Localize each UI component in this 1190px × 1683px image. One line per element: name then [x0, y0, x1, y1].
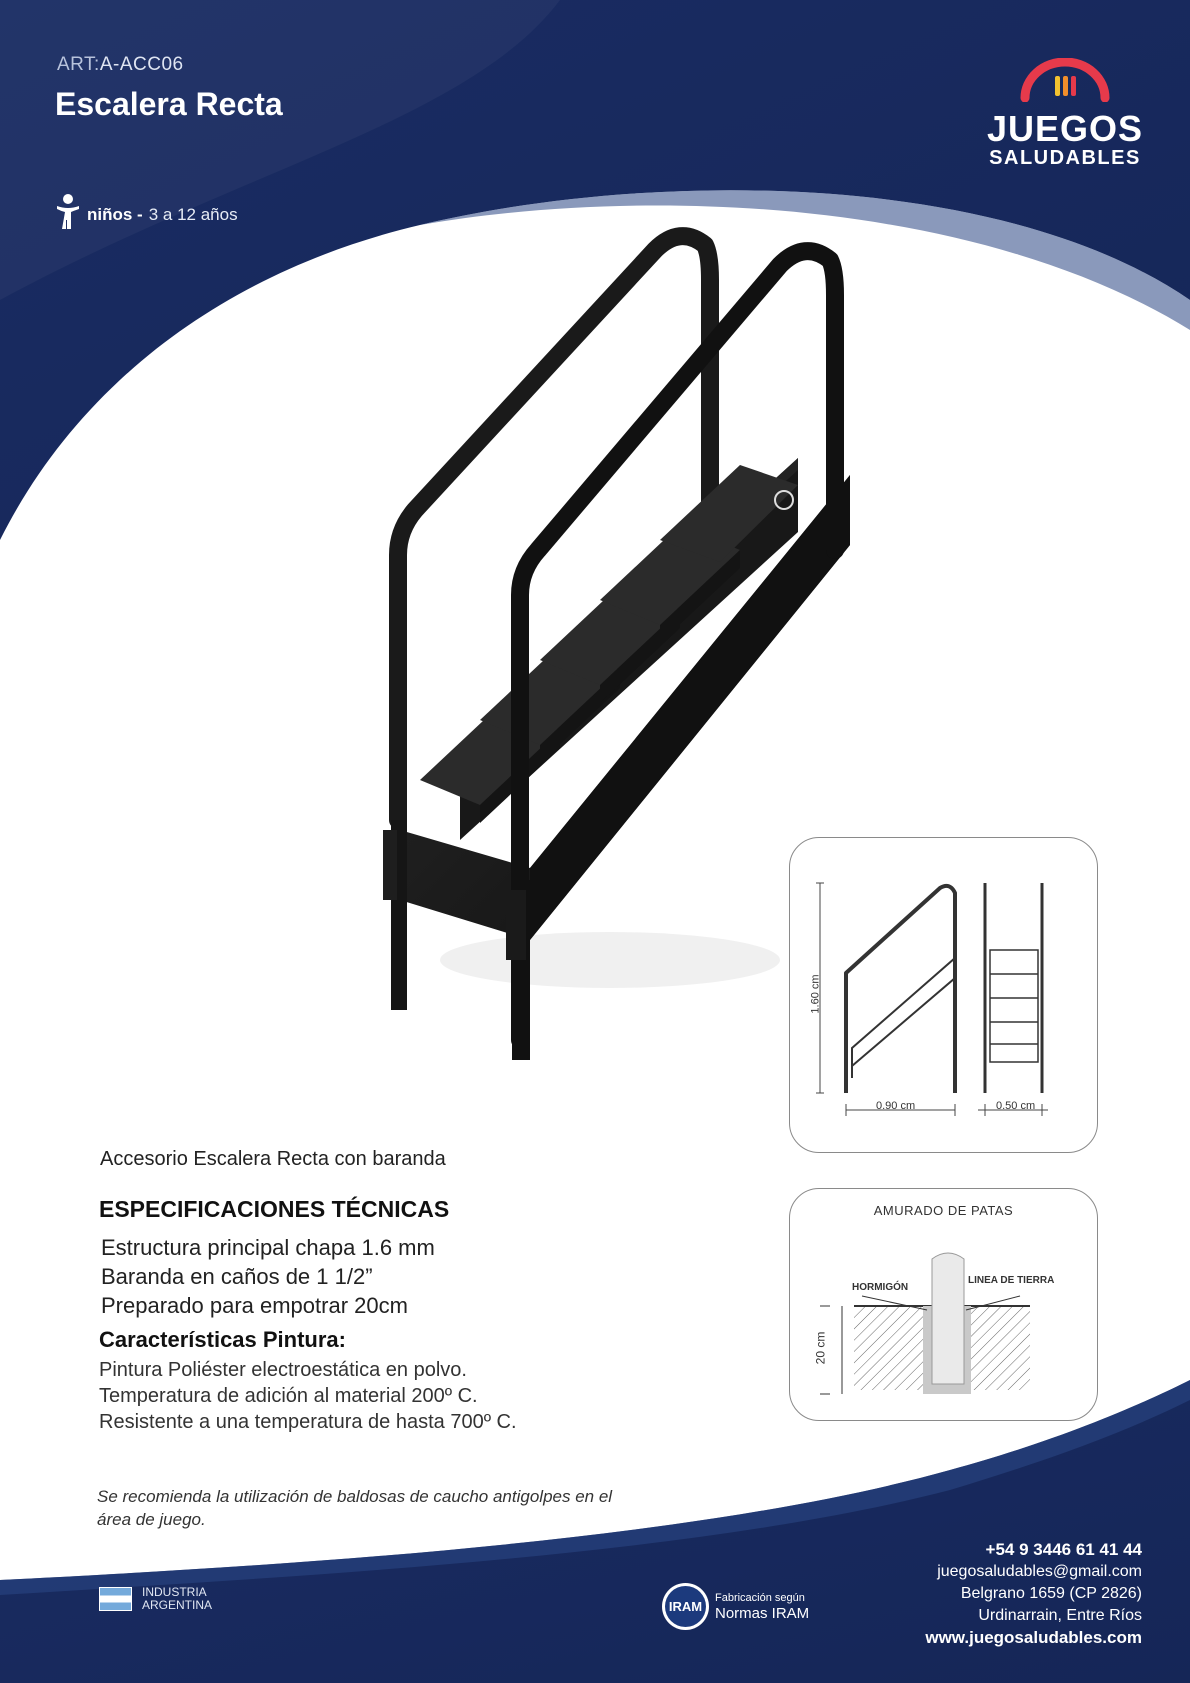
- age-range: 3 a 12 años: [148, 204, 238, 224]
- brand-subtitle: SALUDABLES: [989, 147, 1141, 169]
- product-description: Accesorio Escalera Recta con baranda: [100, 1148, 446, 1170]
- safety-note: Se recomienda la utilización de baldosas de caucho antigolpes en el área de juego.: [97, 1487, 613, 1529]
- paint-item: Temperatura de adición al material 200º C.: [99, 1385, 478, 1407]
- spec-item: Preparado para empotrar 20cm: [101, 1293, 408, 1318]
- paint-list: [99, 1357, 517, 1435]
- product-image: [380, 200, 860, 1080]
- article-number: A-ACC06: [99, 54, 184, 75]
- iram-line-2: Normas IRAM: [715, 1604, 810, 1622]
- contact-website[interactable]: www.juegosaludables.com: [925, 1628, 1142, 1647]
- article-code: [57, 54, 184, 76]
- iram-line-1: Fabricación según: [715, 1591, 805, 1604]
- brand-name: JUEGOS: [986, 108, 1144, 149]
- age-info: [55, 193, 238, 236]
- paint-item: Resistente a una temperatura de hasta 700º C.: [99, 1411, 517, 1433]
- brand-logo: [980, 58, 1150, 169]
- contact-email[interactable]: juegosaludables@gmail.com: [937, 1563, 1142, 1580]
- depth-dimension: 0.50 cm: [996, 1100, 1036, 1112]
- industry-line-2: ARGENTINA: [142, 1598, 213, 1612]
- dimensions-diagram: [789, 837, 1098, 1153]
- contact-city: Urdinarrain, Entre Ríos: [978, 1607, 1142, 1624]
- spec-item: Baranda en caños de 1 1/2”: [101, 1264, 373, 1289]
- anchoring-title: AMURADO DE PATAS: [873, 1203, 1014, 1218]
- anchoring-diagram: [789, 1188, 1098, 1421]
- iram-logo-icon: [662, 1583, 709, 1630]
- spec-item: Estructura principal chapa 1.6 mm: [101, 1235, 435, 1260]
- paint-heading: Características Pintura:: [99, 1327, 346, 1352]
- child-icon: [55, 193, 81, 236]
- age-group-label: niños -: [87, 204, 143, 224]
- contact-address: Belgrano 1659 (CP 2826): [960, 1585, 1142, 1602]
- width-dimension: 0.90 cm: [876, 1100, 916, 1112]
- embed-depth-label: 20 cm: [813, 1331, 828, 1365]
- brand-arc-icon: [1017, 58, 1113, 102]
- article-prefix: ART:: [57, 54, 100, 75]
- page-title: Escalera Recta: [55, 86, 283, 122]
- iram-logo-text: IRAM: [665, 1586, 706, 1627]
- contact-block: [830, 1539, 1142, 1649]
- paint-item: Pintura Poliéster electroestática en polvo.: [99, 1359, 467, 1381]
- specs-heading: ESPECIFICACIONES TÉCNICAS: [99, 1196, 450, 1222]
- argentina-flag-icon: [99, 1587, 132, 1611]
- industry-line-1: INDUSTRIA: [142, 1585, 207, 1599]
- industry-badge: [99, 1586, 212, 1612]
- height-dimension: 1.60 cm: [809, 974, 822, 1014]
- specs-list: [101, 1233, 435, 1320]
- concrete-label: HORMIGÓN: [852, 1282, 909, 1293]
- contact-phone[interactable]: +54 9 3446 61 41 44: [985, 1540, 1142, 1559]
- ground-line-label: LINEA DE TIERRA: [968, 1275, 1055, 1286]
- iram-badge: [662, 1583, 809, 1630]
